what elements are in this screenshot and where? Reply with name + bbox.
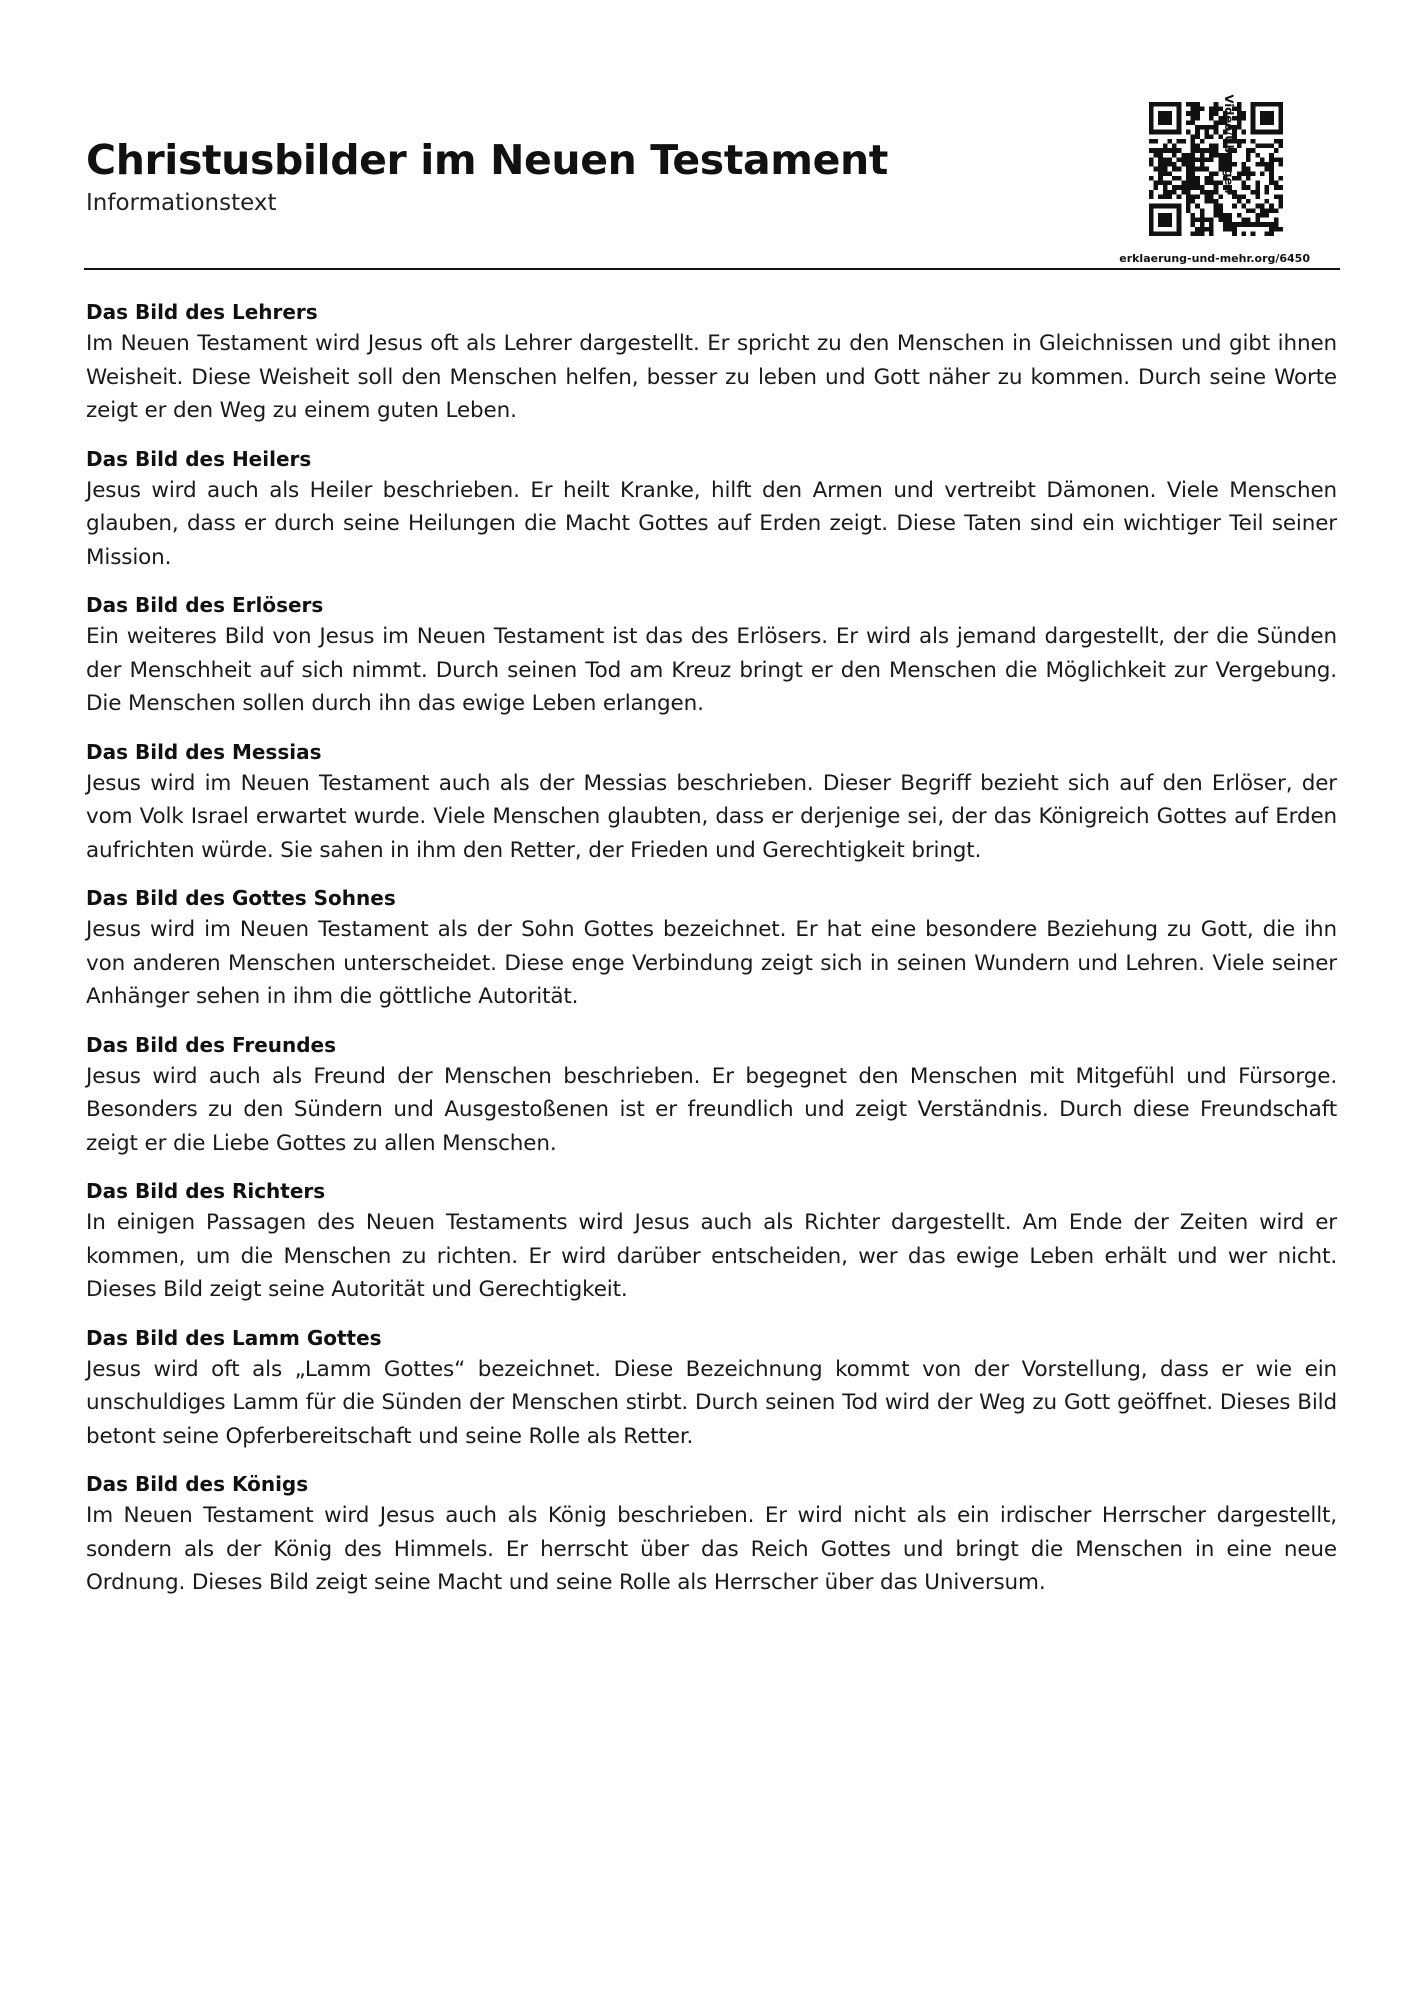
section-judge bbox=[86, 1176, 1337, 1307]
document-header bbox=[86, 92, 1338, 270]
section-heading: Das Bild des Richters bbox=[86, 1179, 326, 1203]
section-body: Ein weiteres Bild von Jesus im Neuen Testament ist das des Erlösers. Er wird als jemand dargestellt, der die Sünden der Menschheit auf sich nimmt. Durch seinen Tod am Kreuz bringt er den Menschen die Möglichkeit zur Vergebung. Die Menschen sollen durch ihn das ewige Leben erlangen. bbox=[86, 624, 1337, 716]
section-messiah bbox=[86, 737, 1337, 868]
document-title: Christusbilder im Neuen Testament bbox=[86, 136, 888, 184]
section-healer bbox=[86, 444, 1337, 575]
section-body: Im Neuen Testament wird Jesus oft als Lehrer dargestellt. Er spricht zu den Menschen in Gleichnissen und gibt ihnen Weisheit. Diese Weisheit soll den Menschen helfen, besser zu leben und Gott näher zu kommen. Durch seine Worte zeigt er den Weg zu einem guten Leben. bbox=[86, 331, 1337, 423]
section-body: Jesus wird im Neuen Testament auch als der Messias beschrieben. Dieser Begriff bezieht sich auf den Erlöser, der vom Volk Israel erwartet wurde. Viele Menschen glaubten, dass er derjenige sei, der das Königreich Gottes auf Erden aufrichten würde. Sie sahen in ihm den Retter, der Frieden und Gerechtigkeit bringt. bbox=[86, 770, 1337, 863]
section-body: Jesus wird auch als Heiler beschrieben. Er heilt Kranke, hilft den Armen und vertreibt Dämonen. Viele Menschen glauben, dass er durch seine Heilungen die Macht Gottes auf Erden zeigt. Diese Taten sind ein wichtiger Teil seiner Mission. bbox=[86, 477, 1337, 570]
section-body: Im Neuen Testament wird Jesus auch als König beschrieben. Er wird nicht als ein irdischer Herrscher dargestellt, sondern als der König des Himmels. Er herrscht über das Reich Gottes und bringt die Menschen in eine neue Ordnung. Dieses Bild zeigt seine Macht und seine Rolle als Herrscher über das Universum. bbox=[86, 1503, 1337, 1595]
section-heading: Das Bild des Lamm Gottes bbox=[86, 1325, 382, 1350]
section-teacher bbox=[86, 297, 1337, 428]
information-text bbox=[86, 297, 1337, 1616]
section-heading: Das Bild des Heilers bbox=[86, 446, 312, 471]
section-body: In einigen Passagen des Neuen Testaments wird Jesus auch als Richter dargestellt. Am Ende der Zeiten wird er kommen, um die Menschen zu richten. Er wird darüber entscheiden, wer das ewige Leben erhält und wer nicht. Dieses Bild zeigt seine Autorität und Gerechtigkeit. bbox=[86, 1210, 1337, 1302]
qr-url-text[interactable]: erklaerung-und-mehr.org/6450 bbox=[1119, 252, 1310, 265]
section-body: Jesus wird oft als „Lamm Gottes“ bezeichnet. Diese Bezeichnung kommt von der Vorstellung, dass er wie ein unschuldiges Lamm für die Sünden der Menschen stirbt. Durch seinen Tod wird der Weg zu Gott geöffnet. Dieses Bild betont seine Opferbereitschaft und seine Rolle als Retter. bbox=[86, 1356, 1337, 1449]
section-heading: Das Bild des Erlösers bbox=[86, 593, 324, 617]
section-body: Jesus wird im Neuen Testament als der Sohn Gottes bezeichnet. Er hat eine besondere Beziehung zu Gott, die ihn von anderen Menschen unterscheidet. Diese enge Verbindung zeigt sich in seinen Wundern und Lehren. Viele seiner Anhänger sehen in ihm die göttliche Autorität. bbox=[86, 917, 1337, 1009]
section-heading: Das Bild des Messias bbox=[86, 739, 322, 764]
document-subtitle: Informationstext bbox=[86, 190, 277, 216]
header-divider bbox=[84, 268, 1340, 270]
section-heading: Das Bild des Lehrers bbox=[86, 300, 318, 324]
section-lamb-of-god bbox=[86, 1323, 1337, 1454]
section-son-of-god bbox=[86, 883, 1337, 1014]
qr-code-icon[interactable] bbox=[1149, 102, 1283, 236]
section-king bbox=[86, 1469, 1337, 1600]
section-body: Jesus wird auch als Freund der Menschen beschrieben. Er begegnet den Menschen mit Mitgefühl und Fürsorge. Besonders zu den Sündern und Ausgestoßenen ist er freundlich und zeigt Verständnis. Durch diese Freundschaft zeigt er die Liebe Gottes zu allen Menschen. bbox=[86, 1063, 1337, 1156]
section-heading: Das Bild des Gottes Sohnes bbox=[86, 886, 396, 910]
video-exercises-label: Video/Übungen bbox=[1222, 94, 1236, 194]
section-heading: Das Bild des Freundes bbox=[86, 1032, 337, 1057]
section-heading: Das Bild des Königs bbox=[86, 1472, 309, 1496]
section-friend bbox=[86, 1030, 1337, 1161]
section-redeemer bbox=[86, 590, 1337, 721]
